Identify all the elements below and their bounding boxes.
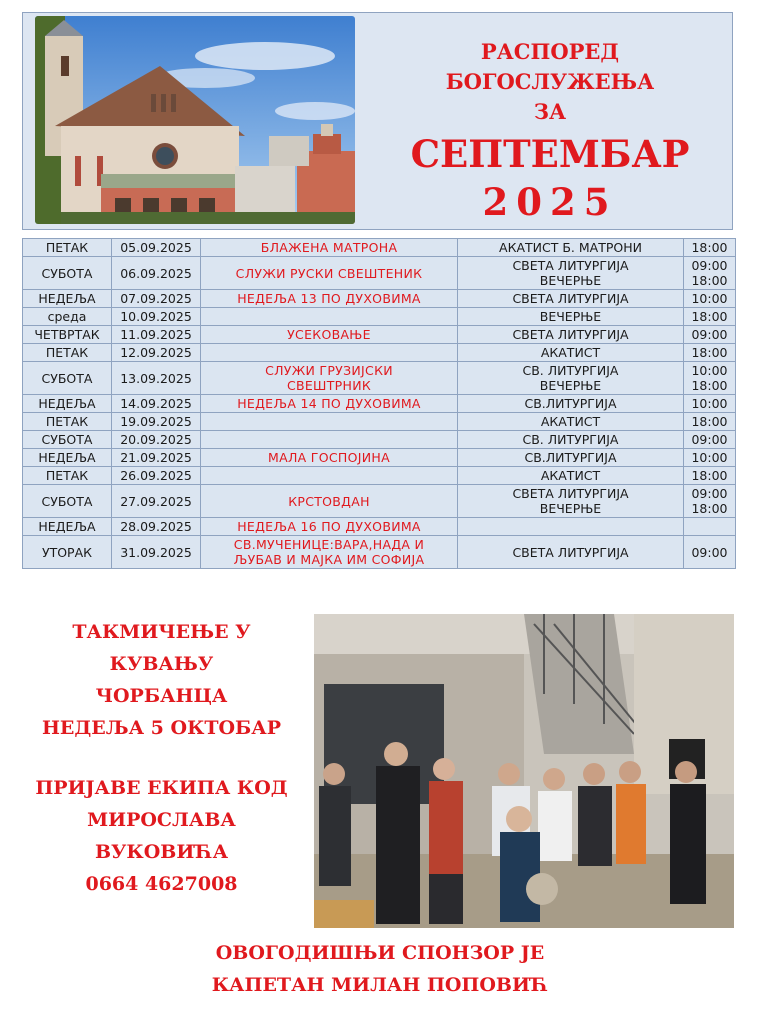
service-cell — [458, 536, 684, 569]
time-cell — [684, 536, 736, 569]
service-cell — [458, 413, 684, 431]
day-cell: НЕДЕЉА — [23, 449, 112, 467]
event-cell — [201, 431, 458, 449]
time-cell-line: 10:00 — [691, 363, 728, 378]
date-cell: 05.09.2025 — [112, 239, 201, 257]
schedule-table — [22, 238, 736, 569]
schedule-row — [23, 308, 736, 326]
date-cell: 19.09.2025 — [112, 413, 201, 431]
date-cell: 06.09.2025 — [112, 257, 201, 290]
date-cell: 11.09.2025 — [112, 326, 201, 344]
time-cell-line: 10:00 — [691, 450, 728, 465]
service-cell-line: СВЕТА ЛИТУРГИЈА — [512, 258, 629, 273]
service-cell — [458, 257, 684, 290]
event-cell — [201, 413, 458, 431]
service-cell — [458, 239, 684, 257]
date-cell: 21.09.2025 — [112, 449, 201, 467]
service-cell — [458, 290, 684, 308]
time-cell — [684, 326, 736, 344]
schedule-title — [368, 14, 732, 228]
service-cell-line: ВЕЧЕРЊЕ — [539, 378, 602, 393]
day-cell: ЧЕТВРТАК — [23, 326, 112, 344]
service-cell-line: ВЕЧЕРЊЕ — [539, 501, 602, 516]
day-cell: НЕДЕЉА — [23, 518, 112, 536]
sponsor-line-1: ОВОГОДИШЊИ СПОНЗОР ЈЕ — [215, 942, 545, 964]
time-cell — [684, 431, 736, 449]
phone-number: 0664 4627008 — [85, 873, 238, 895]
service-cell-line: СВ. ЛИТУРГИЈА — [522, 432, 619, 447]
time-cell — [684, 413, 736, 431]
event-cell-line: СЛУЖИ ГРУЗИЈСКИ — [265, 363, 393, 378]
time-cell — [684, 308, 736, 326]
time-cell-line: 10:00 — [691, 396, 728, 411]
schedule-row — [23, 518, 736, 536]
event-cell — [201, 536, 458, 569]
date-cell: 28.09.2025 — [112, 518, 201, 536]
event-cell — [201, 485, 458, 518]
competition-announcement — [14, 616, 309, 900]
event-cell-line: СВ.МУЧЕНИЦЕ:ВАРА,НАДА И — [233, 537, 425, 552]
competition-line: ЧОРБАНЦА — [95, 685, 228, 707]
day-cell: СУБОТА — [23, 362, 112, 395]
event-cell — [201, 449, 458, 467]
registration-line: ПРИЈАВЕ ЕКИПА КОД — [35, 777, 288, 799]
service-cell — [458, 485, 684, 518]
service-cell — [458, 308, 684, 326]
schedule-row — [23, 395, 736, 413]
title-year: 2025 — [482, 180, 618, 224]
service-cell — [458, 362, 684, 395]
service-cell-line: СВ.ЛИТУРГИЈА — [524, 396, 617, 411]
event-cell-line: НЕДЕЉА 13 ПО ДУХОВИМА — [237, 291, 421, 306]
service-cell-line: СВЕТА ЛИТУРГИЈА — [512, 327, 629, 342]
service-cell — [458, 467, 684, 485]
event-cell-line: БЛАЖЕНА МАТРОНА — [260, 240, 398, 255]
service-cell-line: ВЕЧЕРЊЕ — [539, 309, 602, 324]
time-cell-line: 18:00 — [691, 345, 728, 360]
day-cell: СУБОТА — [23, 431, 112, 449]
time-cell-line: 09:00 — [691, 486, 728, 501]
sponsor-line-2: КАПЕТАН МИЛАН ПОПОВИЋ — [211, 974, 549, 996]
title-line-1: РАСПОРЕД — [480, 39, 620, 64]
time-cell-line: 18:00 — [691, 273, 728, 288]
schedule-row — [23, 449, 736, 467]
date-cell: 13.09.2025 — [112, 362, 201, 395]
service-cell-line: АКАТИСТ — [540, 345, 601, 360]
event-cell — [201, 362, 458, 395]
event-cell-line: МАЛА ГОСПОЈИНА — [268, 450, 390, 465]
day-cell: СУБОТА — [23, 257, 112, 290]
event-cell-line: ЉУБАВ И МАЈКА ИМ СОФИЈА — [233, 552, 425, 567]
schedule-row — [23, 290, 736, 308]
schedule-row — [23, 326, 736, 344]
time-cell-line: 09:00 — [691, 432, 728, 447]
time-cell — [684, 344, 736, 362]
service-cell-line: СВЕТА ЛИТУРГИЈА — [512, 291, 629, 306]
service-cell-line: АКАТИСТ — [540, 468, 601, 483]
date-cell: 14.09.2025 — [112, 395, 201, 413]
event-cell-line: СЛУЖИ РУСКИ СВЕШТЕНИК — [235, 265, 423, 281]
day-cell: НЕДЕЉА — [23, 395, 112, 413]
service-cell — [458, 431, 684, 449]
schedule-row — [23, 344, 736, 362]
title-line-2: БОГОСЛУЖЕЊА — [445, 69, 655, 94]
event-cell-line: НЕДЕЉА 14 ПО ДУХОВИМА — [237, 396, 421, 411]
time-cell-line: 09:00 — [691, 258, 728, 273]
date-cell: 07.09.2025 — [112, 290, 201, 308]
time-cell-line: 18:00 — [691, 468, 728, 483]
time-cell — [684, 395, 736, 413]
date-cell: 26.09.2025 — [112, 467, 201, 485]
event-cell-line: СВЕШТРНИК — [286, 378, 372, 393]
service-cell — [458, 344, 684, 362]
title-month: СЕПТЕМБАР — [410, 132, 690, 176]
day-cell: НЕДЕЉА — [23, 290, 112, 308]
schedule-row — [23, 239, 736, 257]
sponsor-note — [150, 937, 610, 1001]
service-cell — [458, 518, 684, 536]
event-cell — [201, 344, 458, 362]
service-cell-line: ВЕЧЕРЊЕ — [539, 273, 602, 288]
date-cell: 10.09.2025 — [112, 308, 201, 326]
event-cell — [201, 308, 458, 326]
service-cell-line: СВЕТА ЛИТУРГИЈА — [512, 544, 629, 560]
schedule-row — [23, 485, 736, 518]
competition-line: ТАКМИЧЕЊЕ У — [72, 621, 251, 643]
event-cell — [201, 395, 458, 413]
date-cell: 27.09.2025 — [112, 485, 201, 518]
date-cell: 20.09.2025 — [112, 431, 201, 449]
service-cell — [458, 326, 684, 344]
title-line-3: ЗА — [533, 99, 567, 124]
event-cell-line: УСЕКОВАЊЕ — [287, 327, 371, 342]
time-cell — [684, 467, 736, 485]
service-cell-line: СВ.ЛИТУРГИЈА — [524, 450, 617, 465]
date-cell: 31.09.2025 — [112, 536, 201, 569]
date-cell: 12.09.2025 — [112, 344, 201, 362]
service-cell — [458, 395, 684, 413]
event-cell — [201, 518, 458, 536]
service-cell-line: СВ. ЛИТУРГИЈА — [522, 363, 619, 378]
day-cell: ПЕТАК — [23, 467, 112, 485]
event-cell — [201, 239, 458, 257]
event-cell-line: КРСТОВДАН — [288, 493, 370, 509]
time-cell-line: 18:00 — [691, 414, 728, 429]
time-cell — [684, 290, 736, 308]
day-cell: ПЕТАК — [23, 239, 112, 257]
service-cell-line: АКАТИСТ Б. МАТРОНИ — [499, 240, 642, 255]
time-cell — [684, 239, 736, 257]
registration-line: МИРОСЛАВА — [87, 809, 236, 831]
event-cell — [201, 326, 458, 344]
day-cell: СУБОТА — [23, 485, 112, 518]
day-cell: ПЕТАК — [23, 413, 112, 431]
church-photo — [35, 16, 355, 224]
time-cell-line: 18:00 — [691, 501, 728, 516]
day-cell: ПЕТАК — [23, 344, 112, 362]
time-cell-line: 18:00 — [691, 240, 728, 255]
time-cell — [684, 449, 736, 467]
day-cell: среда — [23, 308, 112, 326]
time-cell-line: 09:00 — [691, 544, 728, 560]
competition-line: КУВАЊУ — [109, 653, 214, 675]
schedule-row — [23, 257, 736, 290]
service-cell-line: СВЕТА ЛИТУРГИЈА — [512, 486, 629, 501]
time-cell — [684, 485, 736, 518]
schedule-row — [23, 536, 736, 569]
time-cell — [684, 518, 736, 536]
time-cell-line: 10:00 — [691, 291, 728, 306]
event-cell — [201, 257, 458, 290]
day-cell: УТОРАК — [23, 536, 112, 569]
time-cell — [684, 257, 736, 290]
schedule-row — [23, 413, 736, 431]
time-cell-line: 18:00 — [691, 309, 728, 324]
event-cell — [201, 290, 458, 308]
time-cell-line: 09:00 — [691, 327, 728, 342]
schedule-row — [23, 431, 736, 449]
service-cell-line: АКАТИСТ — [540, 414, 601, 429]
event-group-photo — [314, 614, 734, 928]
time-cell — [684, 362, 736, 395]
competition-line: НЕДЕЉА 5 ОКТОБАР — [41, 717, 282, 739]
event-cell — [201, 467, 458, 485]
schedule-row — [23, 467, 736, 485]
event-cell-line: НЕДЕЉА 16 ПО ДУХОВИМА — [237, 519, 421, 534]
registration-line: ВУКОВИЋА — [94, 841, 229, 863]
time-cell-line: 18:00 — [691, 378, 728, 393]
service-cell — [458, 449, 684, 467]
schedule-row — [23, 362, 736, 395]
